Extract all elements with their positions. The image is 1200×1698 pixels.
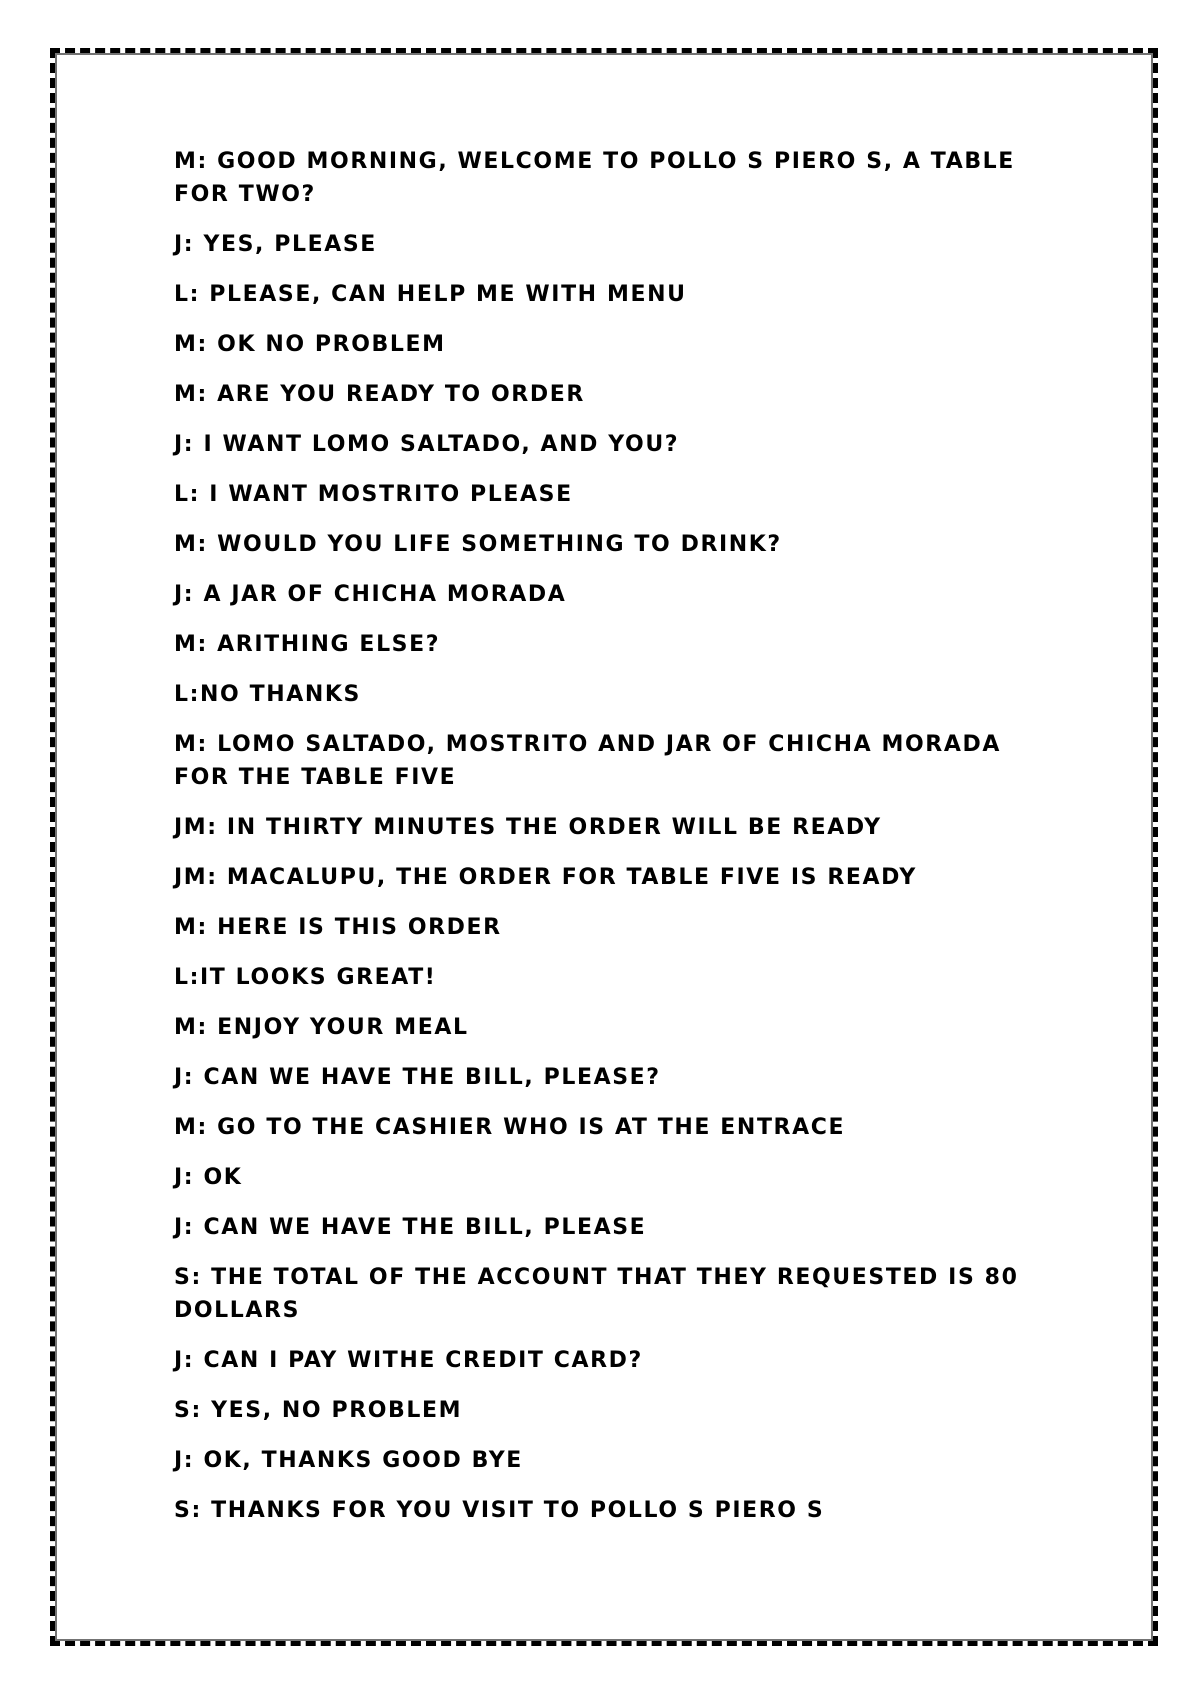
- dialogue-line: JM: IN THIRTY MINUTES THE ORDER WILL BE READY: [174, 815, 882, 840]
- dialogue-line: J: A JAR OF CHICHA MORADA: [174, 582, 567, 607]
- dialogue-line: L: PLEASE, CAN HELP ME WITH MENU: [174, 282, 687, 307]
- dialogue-line: J: I WANT LOMO SALTADO, AND YOU?: [174, 432, 680, 457]
- dialogue-line: L:IT LOOKS GREAT!: [174, 965, 437, 990]
- dialogue-line: J: CAN I PAY WITHE CREDIT CARD?: [174, 1348, 643, 1373]
- dialogue-line: JM: MACALUPU, THE ORDER FOR TABLE FIVE IS READY: [174, 865, 917, 890]
- dialogue-line: S: THE TOTAL OF THE ACCOUNT THAT THEY REQUESTED IS 80 DOLLARS: [174, 1265, 1019, 1323]
- dialogue-line: L: I WANT MOSTRITO PLEASE: [174, 482, 573, 507]
- dialogue-line: S: YES, NO PROBLEM: [174, 1398, 463, 1423]
- dialogue-line: M: HERE IS THIS ORDER: [174, 915, 502, 940]
- dialogue-line: J: CAN WE HAVE THE BILL, PLEASE: [174, 1215, 647, 1240]
- dialogue-line: S: THANKS FOR YOU VISIT TO POLLO S PIERO S: [174, 1498, 825, 1523]
- dialogue-line: M: OK NO PROBLEM: [174, 332, 446, 357]
- dialogue-line: M: GOOD MORNING, WELCOME TO POLLO S PIERO S, A TABLE FOR TWO?: [174, 149, 1015, 207]
- dialogue-line: J: CAN WE HAVE THE BILL, PLEASE?: [174, 1065, 661, 1090]
- dialogue-line: M: ARE YOU READY TO ORDER: [174, 382, 585, 407]
- dialogue-list: [174, 145, 1024, 1544]
- dialogue-line: L:NO THANKS: [174, 682, 361, 707]
- dialogue-line: J: YES, PLEASE: [174, 232, 377, 257]
- dialogue-line: M: ARITHING ELSE?: [174, 632, 441, 657]
- dialogue-line: M: WOULD YOU LIFE SOMETHING TO DRINK?: [174, 532, 782, 557]
- dialogue-line: M: ENJOY YOUR MEAL: [174, 1015, 469, 1040]
- dialogue-line: J: OK, THANKS GOOD BYE: [174, 1448, 523, 1473]
- dialogue-line: J: OK: [174, 1165, 243, 1190]
- dialogue-line: M: LOMO SALTADO, MOSTRITO AND JAR OF CHICHA MORADA FOR THE TABLE FIVE: [174, 732, 1001, 790]
- dialogue-line: M: GO TO THE CASHIER WHO IS AT THE ENTRACE: [174, 1115, 846, 1140]
